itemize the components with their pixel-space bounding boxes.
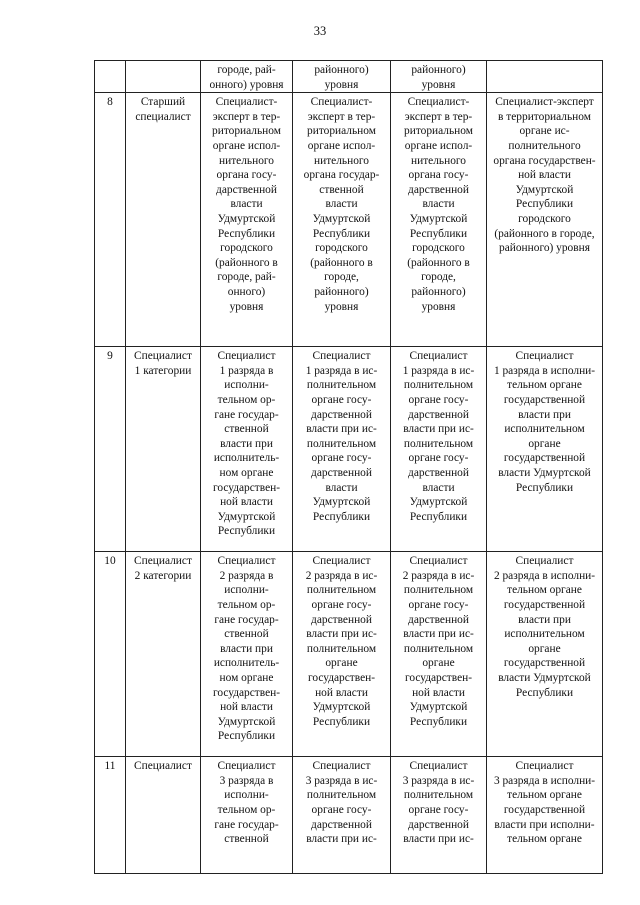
cell-text-line: Республики xyxy=(217,227,276,240)
cell-row-number xyxy=(95,61,126,93)
cell-text-line: Республики xyxy=(515,686,574,699)
cell-text-line: эксперт в тер- xyxy=(307,110,376,123)
cell-text-line: (районного в xyxy=(407,256,470,269)
cell-text-line: дарственной xyxy=(408,466,469,479)
cell-text-line: гане государ- xyxy=(214,613,279,626)
cell-text-line: дарственной xyxy=(311,818,372,831)
cell-text-line: (районного в городе, xyxy=(494,227,595,240)
cell-column-3 xyxy=(391,61,487,93)
cell-column-4 xyxy=(487,347,603,552)
cell-text-line: Республики xyxy=(515,481,574,494)
cell-text-line: Специалист xyxy=(134,350,192,363)
cell-text-line: полнительном xyxy=(403,584,474,597)
cell-text-line: 2 разряда в ис- xyxy=(402,569,475,582)
cell-column-4 xyxy=(487,757,603,874)
cell-text-line: 2 разряда в xyxy=(219,569,274,582)
cell-text-line: Удмуртской xyxy=(312,701,371,714)
cell-text-line: Удмуртской xyxy=(312,496,371,509)
cell-text-line: (районного в xyxy=(310,256,373,269)
cell-text-line: Специалист xyxy=(217,555,276,568)
cell-text-line: исполнитель- xyxy=(213,452,280,465)
cell-text-line: 1 разряда в ис- xyxy=(402,364,475,377)
cell-text-line: онного) уровня xyxy=(209,78,284,91)
cell-column-1 xyxy=(201,61,293,93)
cell-text-line: Удмуртской xyxy=(409,212,468,225)
cell-text-line: государствен- xyxy=(307,671,376,684)
cell-text-line: органе госу- xyxy=(408,598,469,611)
cell-text-line: полнительном xyxy=(306,789,377,802)
cell-text-line: городе, xyxy=(421,271,456,284)
cell-text-line: Удмуртской xyxy=(217,715,276,728)
cell-text-line: Республики xyxy=(312,227,371,240)
cell-text-line: эксперт в тер- xyxy=(404,110,473,123)
cell-text-line: ной власти xyxy=(412,686,465,699)
cell-text-line: Специалист xyxy=(409,555,468,568)
cell-text-line: власти при ис- xyxy=(403,423,474,436)
cell-text-line: 2 категории xyxy=(134,569,192,582)
cell-text-line: органе госу- xyxy=(311,803,372,816)
cell-text-line: Специалист- xyxy=(310,96,373,109)
cell-text-line: ственной xyxy=(224,833,269,846)
cell-text-line: тельном органе xyxy=(507,789,582,802)
cell-text-line: органе xyxy=(528,437,561,450)
cell-text-line: органе госу- xyxy=(408,452,469,465)
cell-row-number xyxy=(95,347,126,552)
cell-text-line: Удмуртской xyxy=(312,212,371,225)
cell-text-line: власти при ис- xyxy=(306,628,377,641)
cell-column-2 xyxy=(293,552,391,757)
cell-text-line: Республики xyxy=(217,525,276,538)
cell-text-line: государственной xyxy=(503,598,586,611)
cell-text-line: власти при ис- xyxy=(306,423,377,436)
cell-text-line: власти при xyxy=(220,437,273,450)
cell-text-line: ственной xyxy=(319,183,364,196)
cell-text-line: власти при исполни- xyxy=(494,818,595,831)
cell-text-line: Республики xyxy=(409,227,468,240)
cell-text-line: власти xyxy=(422,198,455,211)
cell-text-line: органе госу- xyxy=(408,803,469,816)
cell-text-line: органа государ- xyxy=(303,169,380,182)
positions-table xyxy=(94,60,603,874)
cell-text-line: городе, рай- xyxy=(217,64,276,76)
cell-column-4 xyxy=(487,93,603,347)
cell-text-line: дарственной xyxy=(408,818,469,831)
cell-text-line: органе испол- xyxy=(404,139,473,152)
cell-column-3 xyxy=(391,552,487,757)
cell-text-line: 10 xyxy=(104,555,116,568)
cell-text-line: власти при xyxy=(518,408,571,421)
cell-text-line: ной власти xyxy=(220,701,273,714)
table-row xyxy=(95,347,603,552)
cell-column-1 xyxy=(201,757,293,874)
cell-position-title xyxy=(126,61,201,93)
cell-text-line: городе, xyxy=(324,271,359,284)
cell-position-title xyxy=(126,757,201,874)
cell-text-line: Специалист xyxy=(515,350,574,363)
cell-text-line: дарственной xyxy=(311,466,372,479)
cell-text-line: городского xyxy=(315,242,368,255)
cell-column-3 xyxy=(391,347,487,552)
cell-text-line: районного) xyxy=(314,64,369,76)
cell-text-line: риториальном xyxy=(307,125,376,138)
cell-text-line: тельном ор- xyxy=(217,803,276,816)
cell-text-line: 1 разряда в исполни- xyxy=(493,364,596,377)
cell-text-line: нительного xyxy=(411,154,466,167)
cell-text-line: 3 разряда в исполни- xyxy=(493,774,596,787)
cell-text-line: органе испол- xyxy=(307,139,376,152)
cell-text-line: 8 xyxy=(107,96,113,109)
cell-text-line: дарственной xyxy=(216,183,277,196)
cell-text-line: дарственной xyxy=(408,613,469,626)
cell-text-line: Удмуртской xyxy=(217,510,276,523)
cell-text-line: городского xyxy=(220,242,273,255)
cell-text-line: городского xyxy=(518,212,571,225)
cell-text-line: власти при ис- xyxy=(403,833,474,846)
cell-text-line: органе xyxy=(528,642,561,655)
cell-text-line: Удмуртской xyxy=(515,183,574,196)
cell-text-line: Старший xyxy=(140,96,186,109)
cell-text-line: дарственной xyxy=(408,408,469,421)
cell-text-line: полнительном xyxy=(403,789,474,802)
cell-row-number xyxy=(95,552,126,757)
cell-text-line: полнительном xyxy=(306,642,377,655)
cell-text-line: риториальном xyxy=(404,125,473,138)
cell-text-line: уровня xyxy=(324,300,359,313)
cell-text-line: ной власти xyxy=(220,496,273,509)
table-row xyxy=(95,757,603,874)
cell-text-line: Республики xyxy=(312,510,371,523)
cell-column-1 xyxy=(201,93,293,347)
cell-text-line: Специалист xyxy=(134,555,192,568)
cell-text-line: полнительном xyxy=(403,642,474,655)
cell-text-line: полнительного xyxy=(508,139,581,152)
cell-text-line: ной власти xyxy=(315,686,368,699)
cell-text-line: 3 разряда в ис- xyxy=(402,774,475,787)
cell-text-line: нительного xyxy=(314,154,369,167)
cell-text-line: органе ис- xyxy=(519,125,570,138)
cell-text-line: уровня xyxy=(421,300,456,313)
cell-position-title xyxy=(126,93,201,347)
cell-text-line: Специалист xyxy=(515,555,574,568)
cell-column-4 xyxy=(487,61,603,93)
cell-text-line: риториальном xyxy=(212,125,281,138)
cell-text-line: Специалист xyxy=(312,555,371,568)
cell-text-line: власти xyxy=(422,481,455,494)
cell-text-line: онного) xyxy=(227,285,266,298)
cell-column-1 xyxy=(201,552,293,757)
cell-column-3 xyxy=(391,757,487,874)
cell-text-line: районного) уровня xyxy=(499,242,590,255)
cell-text-line: власти при ис- xyxy=(306,833,377,846)
cell-text-line: государственной xyxy=(503,452,586,465)
cell-text-line: 1 разряда в ис- xyxy=(305,364,378,377)
cell-text-line: Республики xyxy=(312,715,371,728)
cell-text-line: ном органе xyxy=(219,466,274,479)
cell-row-number xyxy=(95,757,126,874)
cell-text-line: органе xyxy=(422,657,455,670)
cell-text-line: 11 xyxy=(104,760,116,773)
cell-text-line: Республики xyxy=(515,198,574,211)
cell-text-line: ственной xyxy=(224,423,269,436)
cell-text-line: уровня xyxy=(324,78,359,91)
cell-text-line: районного) xyxy=(411,64,466,76)
cell-text-line: исполни- xyxy=(224,584,269,597)
cell-text-line: Специалист xyxy=(409,760,468,773)
cell-text-line: государствен- xyxy=(212,686,281,699)
cell-text-line: в территориальном xyxy=(498,110,591,123)
cell-text-line: государственной xyxy=(503,803,586,816)
cell-text-line: (районного в xyxy=(215,256,278,269)
cell-text-line: тельном органе xyxy=(507,584,582,597)
cell-text-line: органа госу- xyxy=(216,169,277,182)
cell-text-line: Республики xyxy=(409,715,468,728)
page-number: 33 xyxy=(313,24,327,38)
cell-column-3 xyxy=(391,93,487,347)
cell-text-line: дарственной xyxy=(311,613,372,626)
cell-text-line: 2 разряда в ис- xyxy=(305,569,378,582)
cell-text-line: власти xyxy=(325,198,358,211)
cell-text-line: Республики xyxy=(409,510,468,523)
cell-text-line: Специалист xyxy=(312,760,371,773)
cell-text-line: исполни- xyxy=(224,379,269,392)
cell-text-line: 3 разряда в xyxy=(219,774,274,787)
cell-text-line: власти при xyxy=(220,642,273,655)
cell-text-line: эксперт в тер- xyxy=(212,110,281,123)
cell-text-line: тельном органе xyxy=(507,379,582,392)
cell-text-line: исполнитель- xyxy=(213,657,280,670)
cell-text-line: 2 разряда в исполни- xyxy=(493,569,596,582)
cell-text-line: органе госу- xyxy=(408,393,469,406)
cell-text-line: городе, рай- xyxy=(217,271,276,284)
table-row xyxy=(95,93,603,347)
cell-text-line: 1 категории xyxy=(134,364,192,377)
cell-text-line: тельном ор- xyxy=(217,598,276,611)
cell-text-line: власти xyxy=(325,481,358,494)
cell-text-line: гане государ- xyxy=(214,818,279,831)
cell-text-line: власти Удмуртской xyxy=(498,466,591,479)
cell-text-line: исполни- xyxy=(224,789,269,802)
cell-text-line: полнительном xyxy=(306,437,377,450)
cell-text-line: ственной xyxy=(224,628,269,641)
cell-text-line: гане государ- xyxy=(214,408,279,421)
cell-column-2 xyxy=(293,347,391,552)
cell-text-line: уровня xyxy=(229,300,264,313)
cell-text-line: Удмуртской xyxy=(409,496,468,509)
cell-text-line: полнительном xyxy=(306,379,377,392)
cell-text-line: государственной xyxy=(503,393,586,406)
cell-text-line: Специалист- xyxy=(215,96,278,109)
cell-text-line: органе госу- xyxy=(311,598,372,611)
cell-text-line: 3 разряда в ис- xyxy=(305,774,378,787)
cell-text-line: органе госу- xyxy=(311,393,372,406)
cell-text-line: городского xyxy=(412,242,465,255)
cell-text-line: исполнительном xyxy=(504,423,585,436)
cell-text-line: нительного xyxy=(219,154,274,167)
cell-column-2 xyxy=(293,61,391,93)
cell-text-line: Специалист-эксперт xyxy=(495,96,594,109)
cell-column-4 xyxy=(487,552,603,757)
cell-text-line: полнительном xyxy=(403,437,474,450)
cell-text-line: исполнительном xyxy=(504,628,585,641)
cell-text-line: уровня xyxy=(421,78,456,91)
cell-text-line: дарственной xyxy=(408,183,469,196)
cell-text-line: Удмуртской xyxy=(217,212,276,225)
cell-text-line: власти Удмуртской xyxy=(498,671,591,684)
cell-text-line: Специалист- xyxy=(407,96,470,109)
cell-text-line: районного) xyxy=(411,285,466,298)
cell-text-line: Специалист xyxy=(134,760,192,773)
cell-position-title xyxy=(126,347,201,552)
cell-position-title xyxy=(126,552,201,757)
cell-text-line: органа государствен- xyxy=(493,154,596,167)
cell-text-line: Республики xyxy=(217,730,276,743)
cell-text-line: специалист xyxy=(135,110,191,123)
cell-text-line: государствен- xyxy=(404,671,473,684)
cell-text-line: 1 разряда в xyxy=(219,364,274,377)
cell-text-line: районного) xyxy=(314,285,369,298)
cell-text-line: государствен- xyxy=(212,481,281,494)
table-row xyxy=(95,61,603,93)
cell-text-line: власти xyxy=(230,198,263,211)
cell-text-line: тельном органе xyxy=(507,833,582,846)
cell-text-line: государственной xyxy=(503,657,586,670)
cell-column-2 xyxy=(293,757,391,874)
cell-column-1 xyxy=(201,347,293,552)
cell-text-line: ной власти xyxy=(518,169,571,182)
cell-text-line: полнительном xyxy=(306,584,377,597)
cell-text-line: Специалист xyxy=(217,760,276,773)
cell-column-2 xyxy=(293,93,391,347)
cell-row-number xyxy=(95,93,126,347)
cell-text-line: органе испол- xyxy=(212,139,281,152)
table-row xyxy=(95,552,603,757)
cell-text-line: 9 xyxy=(107,350,113,363)
cell-text-line: власти при xyxy=(518,613,571,626)
cell-text-line: власти при ис- xyxy=(403,628,474,641)
cell-text-line: ном органе xyxy=(219,671,274,684)
cell-text-line: Специалист xyxy=(312,350,371,363)
cell-text-line: Специалист xyxy=(515,760,574,773)
cell-text-line: Специалист xyxy=(217,350,276,363)
cell-text-line: тельном ор- xyxy=(217,393,276,406)
cell-text-line: полнительном xyxy=(403,379,474,392)
cell-text-line: органа госу- xyxy=(408,169,469,182)
cell-text-line: дарственной xyxy=(311,408,372,421)
cell-text-line: органе xyxy=(325,657,358,670)
cell-text-line: органе госу- xyxy=(311,452,372,465)
cell-text-line: Специалист xyxy=(409,350,468,363)
cell-text-line: Удмуртской xyxy=(409,701,468,714)
